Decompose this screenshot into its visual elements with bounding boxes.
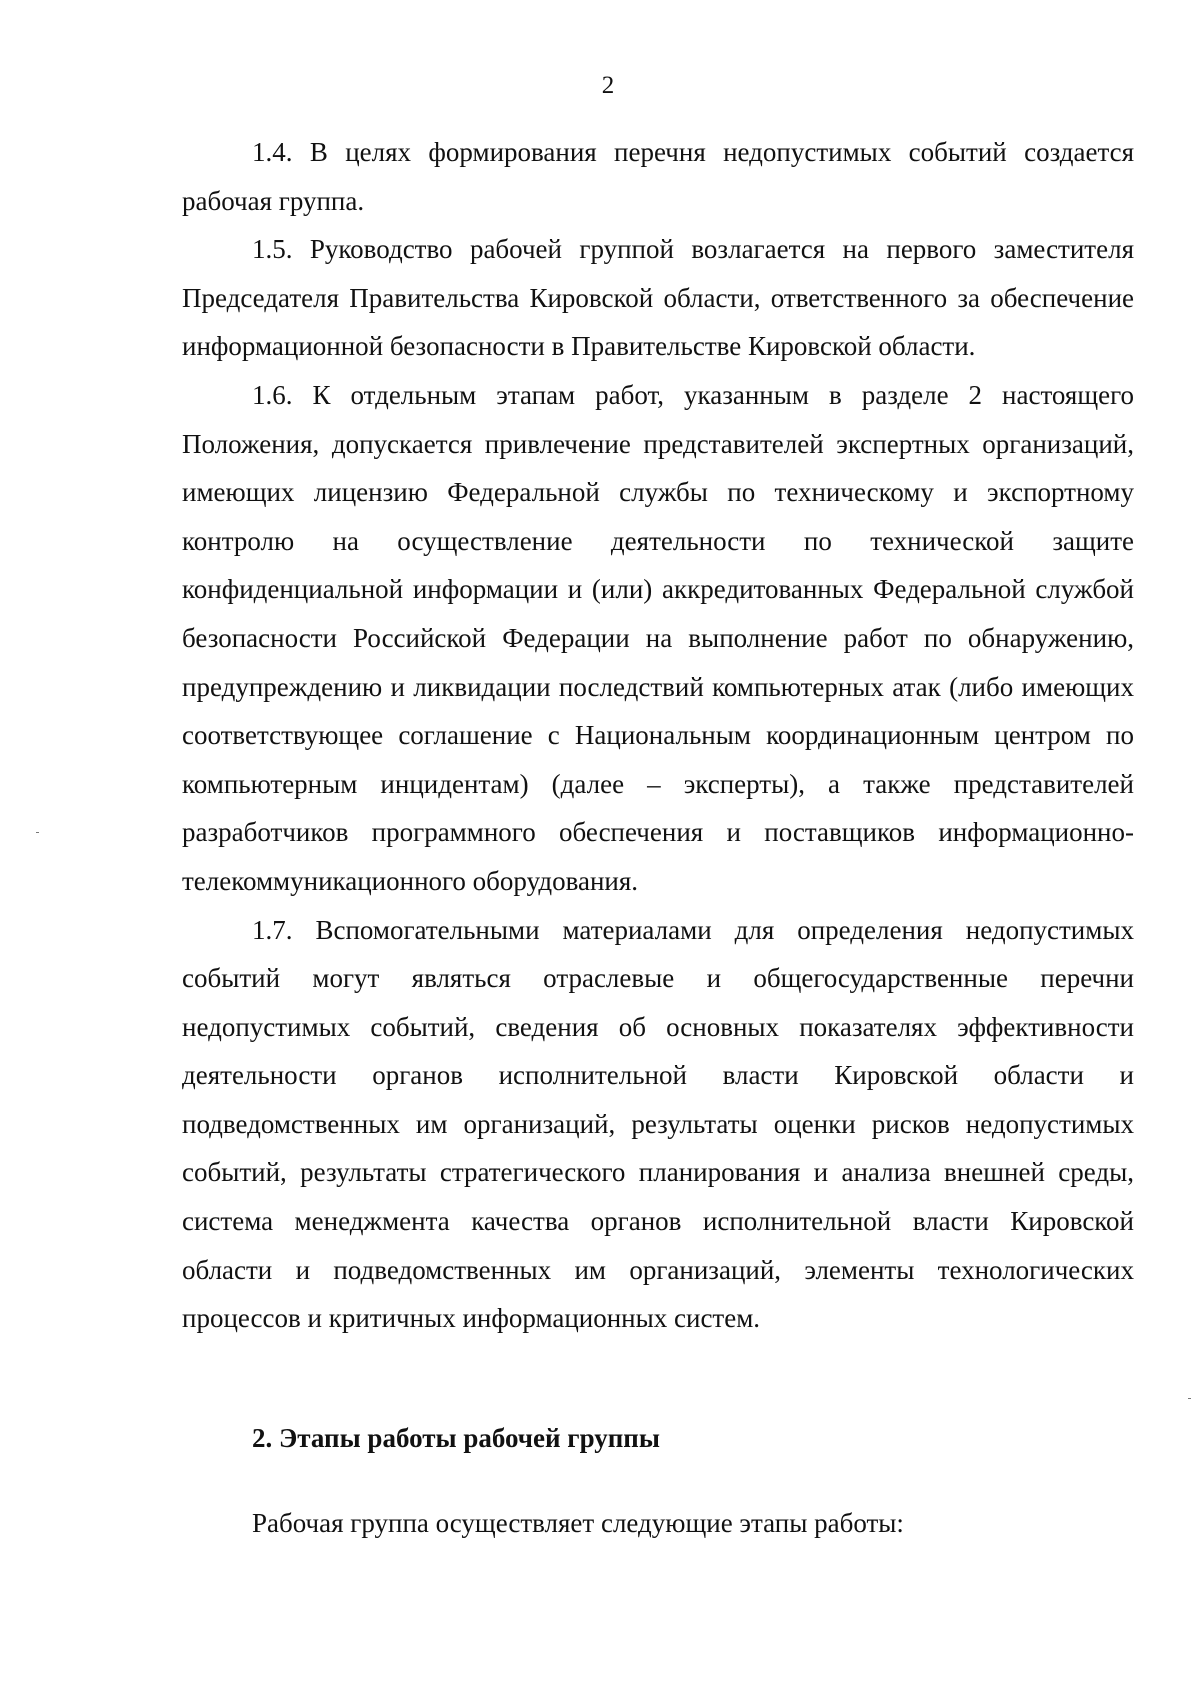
section-heading: 2. Этапы работы рабочей группы [252, 1423, 660, 1453]
paragraph-1-4: 1.4. В целях формирования перечня недопустимых событий создается рабочая группа. [182, 137, 1134, 216]
scan-speck [36, 832, 39, 833]
paragraph-1-5: 1.5. Руководство рабочей группой возлагается на первого заместителя Председателя Правительства Кировской области, ответственного за обеспечение информационной безопасности в Правительстве Кировской области. [182, 234, 1134, 362]
paragraph-1-6: 1.6. К отдельным этапам работ, указанным в разделе 2 настоящего Положения, допускается привлечение представителей экспертных организаций, имеющих лицензию Федеральной службы по техническому и экспортному контролю на осуществление деятельности по технической защите конфиденциальной информации и (или) аккредитованных Федеральной службой безопасности Российской Федерации на выполнение работ по обнаружению, предупреждению и ликвидации последствий компьютерных атак (либо имеющих соответствующее соглашение с Национальным координационным центром по компьютерным инцидентам) (далее – эксперты), а также представителей разработчиков программного обеспечения и поставщиков информационно-телекоммуникационного оборудования. [182, 379, 1134, 896]
page-number: 2 [601, 72, 615, 99]
section-intro: Рабочая группа осуществляет следующие этапы работы: [252, 1508, 904, 1538]
scan-speck [1188, 1398, 1191, 1399]
document-body [182, 128, 1134, 1343]
paragraph-1-7: 1.7. Вспомогательными материалами для определения недопустимых событий могут являться отраслевые и общегосударственные перечни недопустимых событий, сведения об основных показателях эффективности деятельности органов исполнительной власти Кировской области и подведомственных им организаций, результаты оценки рисков недопустимых событий, результаты стратегического планирования и анализа внешней среды, система менеджмента качества органов исполнительной власти Кировской области и подведомственных им организаций, элементы технологических процессов и критичных информационных систем. [182, 914, 1134, 1334]
